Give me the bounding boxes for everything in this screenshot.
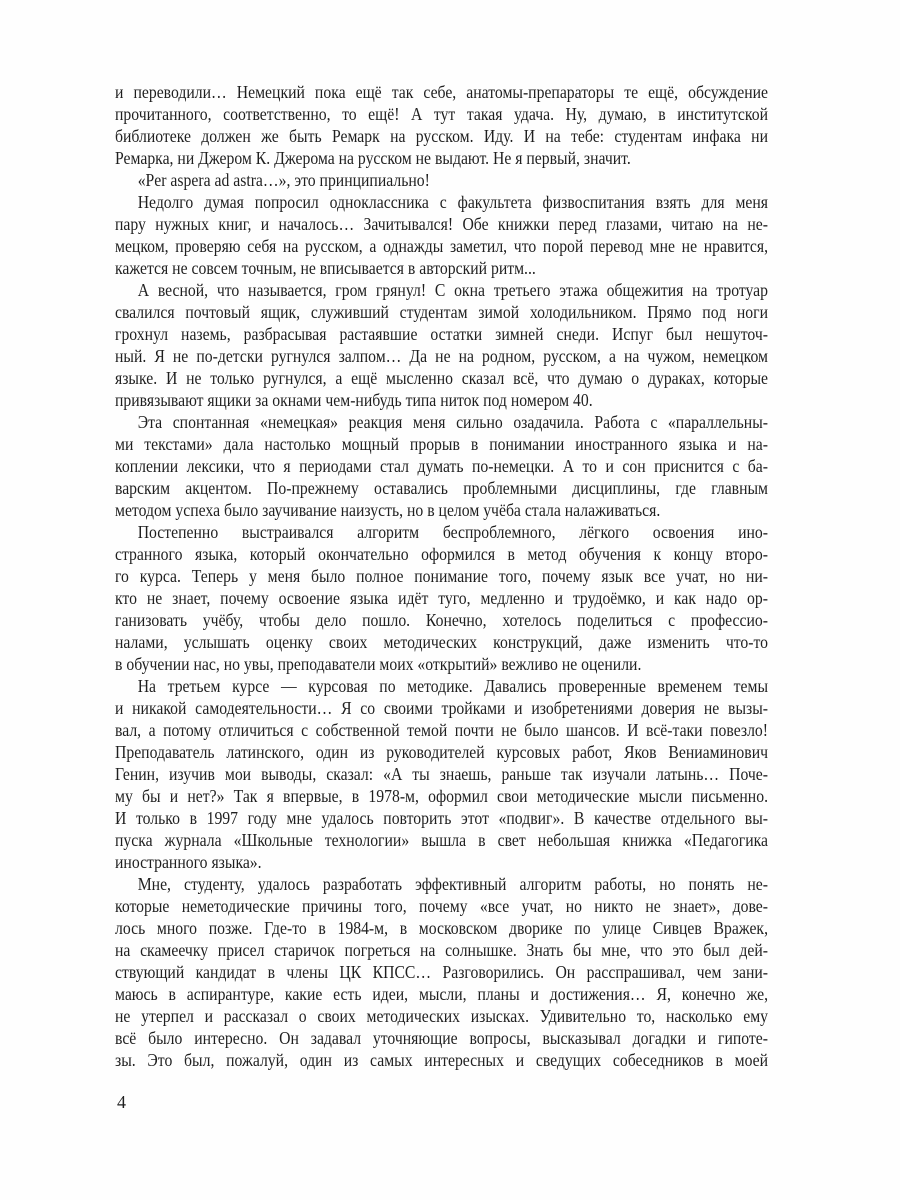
body-text (115, 81, 768, 1071)
text-line: го курса. Теперь у меня было полное понимание того, почему язык все учат, но ни- (115, 566, 769, 586)
text-line: коплении лексики, что я периодами стал думать по-немецки. А то и сон приснится с ба- (115, 456, 769, 476)
text-line: кажется не совсем точным, не вписывается в авторский ритм... (115, 258, 536, 278)
text-line: му бы и нет?» Так я впервые, в 1978-м, оформил свои методические мысли письменно. (115, 786, 769, 806)
text-line: А весной, что называется, гром грянул! С окна третьего этажа общежития на тротуар (137, 280, 769, 300)
text-line: маюсь в аспирантуре, какие есть идеи, мысли, планы и достижения… Я, конечно же, (115, 984, 769, 1004)
text-line: методом успеха было заучивание наизусть, но в целом учёба стала налаживаться. (115, 500, 661, 520)
text-line: вал, а потому отличиться с собственной темой почти не было шансов. И всё-таки повезло! (115, 720, 769, 740)
text-line: И только в 1997 году мне удалось повторить этот «подвиг». В качестве отдельного вы- (115, 808, 769, 828)
text-line: налами, услышать оценку своих методических конструкций, даже изменить что-то (115, 632, 769, 652)
text-line: кто не знает, почему освоение языка идёт туго, медленно и трудоёмко, и как надо ор- (115, 588, 769, 608)
text-line: На третьем курсе — курсовая по методике. Давались проверенные временем темы (137, 676, 769, 696)
text-line: ствующий кандидат в члены ЦК КПСС… Разговорились. Он расспрашивал, чем зани- (115, 962, 769, 982)
text-line: иностранного языка». (115, 852, 262, 872)
text-line: варским акцентом. По-прежнему оставались проблемными дисциплины, где главным (115, 478, 769, 498)
text-line: ми текстами» дала настолько мощный прорыв в понимании иностранного языка и на- (115, 434, 769, 454)
text-line: и переводили… Немецкий пока ещё так себе, анатомы-препараторы те ещё, обсуждение (115, 82, 769, 102)
text-line: прочитанного, соответственно, то ещё! А тут такая удача. Ну, думаю, в институтской (115, 104, 769, 124)
text-line: всё было интересно. Он задавал уточняющие вопросы, высказывал догадки и гипоте- (115, 1028, 769, 1048)
text-line: странного языка, который окончательно оформился в метод обучения к концу второ- (115, 544, 769, 564)
text-line: пару нужных книг, и началось… Зачитывался! Обе книжки перед глазами, читаю на не- (115, 214, 769, 234)
page-number: 4 (117, 1092, 126, 1112)
text-line: свалился почтовый ящик, служивший студентам зимой холодильником. Прямо под ноги (115, 302, 769, 322)
text-line: Ремарка, ни Джером К. Джерома на русском не выдают. Не я первый, значит. (115, 148, 631, 168)
text-line: в обучении нас, но увы, преподаватели моих «открытий» вежливо не оценили. (115, 654, 642, 674)
text-line: мецком, проверяю себя на русском, а однажды заметил, что порой перевод мне не нравится, (115, 236, 769, 256)
text-line: пуска журнала «Школьные технологии» вышла в свет небольшая книжка «Педагогика (115, 830, 769, 850)
text-line: на скамеечку присел старичок погреться на солнышке. Знать бы мне, что это был дей- (115, 940, 769, 960)
text-line: Генин, изучив мои выводы, сказал: «А ты знаешь, раньше так изучали латынь… Поче- (115, 764, 769, 784)
text-line: зы. Это был, пожалуй, один из самых интересных и сведущих собеседников в моей (115, 1050, 769, 1070)
text-line: привязывают ящики за окнами чем-нибудь типа ниток под номером 40. (115, 390, 593, 410)
text-line: библиотеке должен же быть Ремарк на русском. Иду. И на тебе: студентам инфака ни (115, 126, 769, 146)
text-line: ный. Я не по-детски ругнулся залпом… Да не на родном, русском, а на чужом, немецком (115, 346, 769, 366)
text-line: Преподаватель латинского, один из руководителей курсовых работ, Яков Вениаминович (115, 742, 769, 762)
text-line: языке. И не только ругнулся, а ещё мысленно сказал всё, что думаю о дураках, которые (115, 368, 769, 388)
text-line: «Per aspera ad astra…», это принципиально! (137, 170, 430, 190)
text-line: Эта спонтанная «немецкая» реакция меня сильно озадачила. Работа с «параллельны- (137, 412, 769, 432)
text-line: грохнул наземь, разбрасывая растаявшие остатки зимней снеди. Испуг был нешуточ- (115, 324, 769, 344)
text-line: Недолго думая попросил одноклассника с факультета физвоспитания взять для меня (137, 192, 769, 212)
text-line: которые неметодические причины того, почему «все учат, но никто не знает», дове- (115, 896, 769, 916)
text-line: лось много позже. Где-то в 1984-м, в московском дворике по улице Сивцев Вражек, (115, 918, 769, 938)
text-line: Постепенно выстраивался алгоритм беспроблемного, лёгкого освоения ино- (137, 522, 769, 542)
text-line: не утерпел и рассказал о своих методических изысках. Удивительно то, насколько ему (115, 1006, 769, 1026)
text-line: ганизовать учёбу, чтобы дело пошло. Конечно, хотелось поделиться с профессио- (115, 610, 769, 630)
text-line: Мне, студенту, удалось разработать эффективный алгоритм работы, но понять не- (137, 874, 769, 894)
text-line: и никакой самодеятельности… Я со своими тройками и изобретениями доверия не вызы- (115, 698, 769, 718)
